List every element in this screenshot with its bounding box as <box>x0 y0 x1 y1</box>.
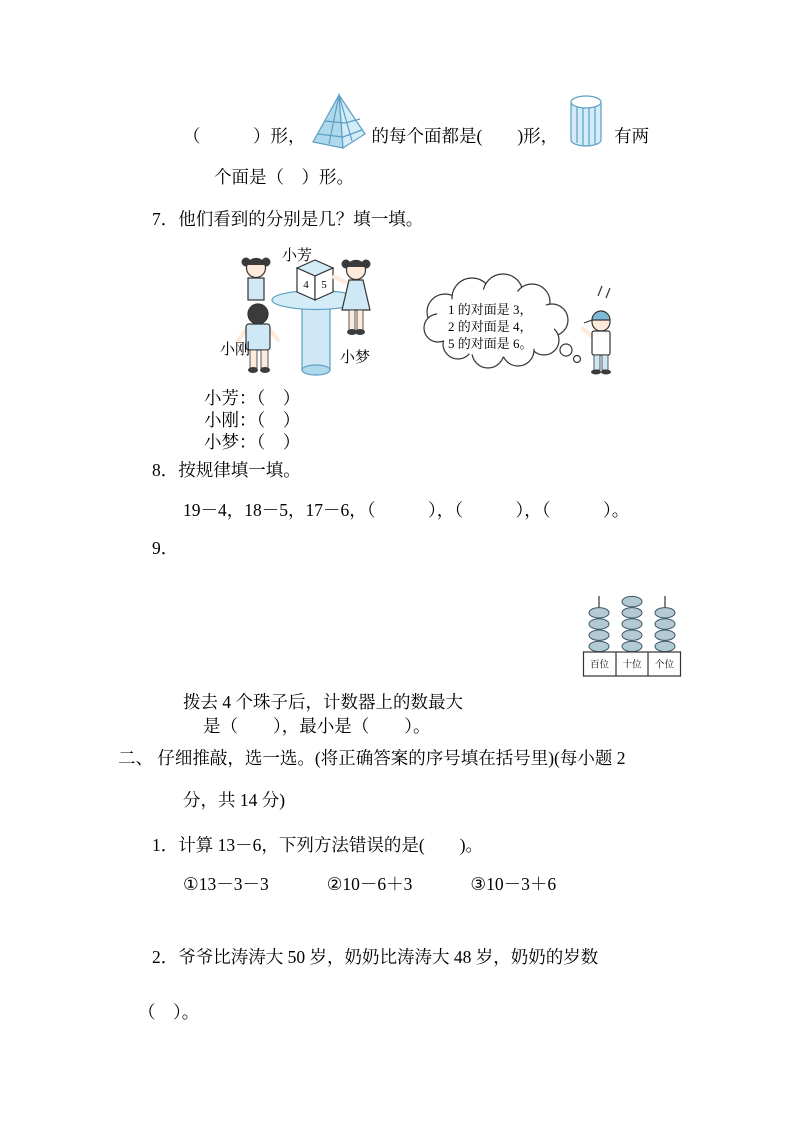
number-cube-image <box>297 260 333 300</box>
abacus-label-tens: 十位 <box>622 660 642 671</box>
option-item: ③10－3＋6 <box>470 874 557 894</box>
cylinder-shape-image <box>566 92 606 150</box>
intro-text-3: 有两 <box>614 126 650 147</box>
abacus-bead <box>655 630 675 640</box>
boy-with-cap-figure <box>583 286 611 375</box>
question7-illustration <box>200 238 632 390</box>
question8-title: 8．按规律填一填。 <box>152 460 301 480</box>
abacus-label-hundreds: 百位 <box>589 660 610 671</box>
abacus-bead <box>655 608 675 618</box>
section2-title-line-2: 分，共 14 分) <box>183 790 286 810</box>
pyramid-shape-image <box>310 92 368 150</box>
option-item: ①13－3－3 <box>183 874 269 894</box>
label-xiaofang: 小芳 <box>282 248 313 264</box>
abacus-bead <box>589 608 609 618</box>
intro-line-2: 个面是（ ）形。 <box>214 167 354 187</box>
question7-answer-2: 小刚：（ ） <box>204 410 301 430</box>
abacus-label-ones: 个位 <box>654 660 675 671</box>
option-item: ②10－6＋3 <box>326 874 413 894</box>
bubble-line-2: 2 的对面是 4， <box>448 319 533 334</box>
abacus-bead <box>622 630 642 640</box>
abacus-bead <box>589 641 609 651</box>
question7-answer-1: 小芳：（ ） <box>204 388 301 408</box>
cube-face-left-number: 4 <box>303 279 309 291</box>
abacus-image <box>582 588 682 680</box>
intro-text-1: （ ）形， <box>183 126 306 147</box>
intro-line-1 <box>183 92 649 150</box>
section2-title-line-1: 二、 仔细推敲，选一选。(将正确答案的序号填在括号里)(每小题 2 <box>118 748 626 768</box>
question8-sequence: 19－4，18－5，17－6，（ ），（ ），（ ）。 <box>183 500 630 520</box>
label-xiaogang: 小刚 <box>220 342 251 358</box>
girl-xiaofang-figure <box>242 258 271 301</box>
section2-question2-line-2: （ ）。 <box>138 1002 200 1022</box>
abacus-bead <box>622 608 642 618</box>
bubble-line-3: 5 的对面是 6。 <box>448 336 533 351</box>
question9-text-line-1: 拨去 4 个珠子后，计数器上的数最大 <box>183 692 463 712</box>
abacus-bead <box>622 641 642 651</box>
intro-text-2: 的每个面都是( )形， <box>371 126 559 147</box>
question1-options <box>183 874 556 896</box>
abacus-bead <box>655 619 675 629</box>
abacus-bead <box>589 630 609 640</box>
question9-text-line-2: 是（ ），最小是（ ）。 <box>203 716 431 736</box>
abacus-bead <box>622 596 642 606</box>
boy-xiaogang-figure <box>238 304 278 373</box>
section2-question1-title: 1．计算 13－6，下列方法错误的是( )。 <box>152 835 484 855</box>
section2-question2-line-1: 2．爷爷比涛涛大 50 岁，奶奶比涛涛大 48 岁，奶奶的岁数 <box>152 947 599 967</box>
cube-face-right-number: 5 <box>321 279 327 291</box>
abacus-beads <box>589 596 675 651</box>
label-xiaomeng: 小梦 <box>340 350 371 366</box>
question7-title: 7．他们看到的分别是几？填一填。 <box>152 209 424 229</box>
question7-answer-3: 小梦：（ ） <box>204 432 301 452</box>
abacus-bead <box>589 619 609 629</box>
speech-bubble <box>424 274 581 368</box>
question9-number: 9． <box>152 538 179 558</box>
abacus-bead <box>655 641 675 651</box>
abacus-bead <box>622 619 642 629</box>
bubble-line-1: 1 的对面是 3， <box>448 302 533 317</box>
